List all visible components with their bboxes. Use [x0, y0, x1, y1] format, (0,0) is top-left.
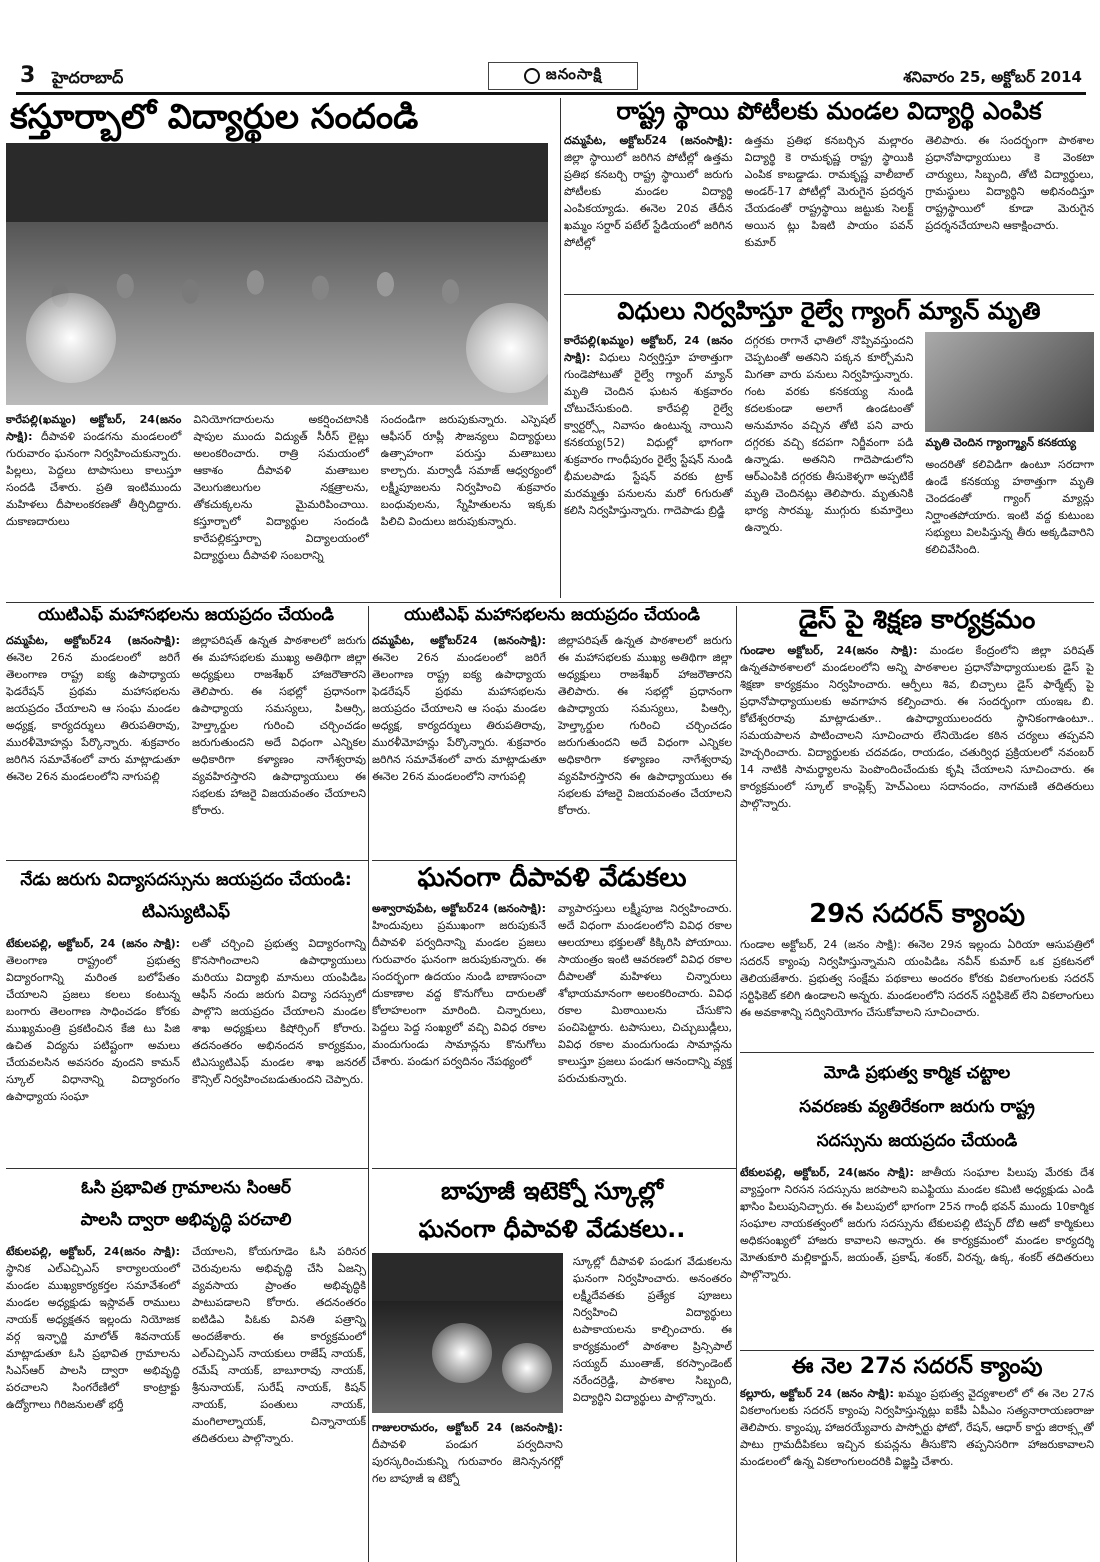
logo-text: జనంసాక్షి — [545, 65, 603, 83]
masthead — [0, 0, 1100, 96]
column-divider — [736, 606, 737, 1562]
article-kasturba — [6, 98, 556, 598]
section-divider — [740, 1350, 1094, 1351]
body: టేకులపల్లి, అక్టోబర్, 24(జనం సాక్షి): జాతీయ సంఘాల పిలుపు మేరకు దేశ వ్యాప్తంగా నిరసన సదస్సును జరపాలని ఐఎఫ్టియు మండల కమిటి అధ్యక్షుడు ఎండి ఖాసిం పిలుపునిచ్చారు. ఈ పిలుపులో భాగంగా 25న గాంధీ భవన్ ముందు 10కార్మిక సంఘాల నాయకత్వంలో జరుగు సదస్సును టేకులపల్లి టిప్పర్ దోబి ఆటో కార్మికులు అధికసంఖ్యలో హాజరు కావాలని అన్నారు. ఈ కార్యక్రమంలో మండల కార్యదర్శి మోతుకూరి మల్లికార్జున్, జయంత్, ప్రకాష్, శంకర్, విరన్న, ఉక్క, శంకర్ తదితరులు పాల్గొన్నారు. — [740, 1166, 1094, 1282]
column: సందండిగా జరుపుకున్నారు. ఎస్పెషల్ ఆఫీసర్ రూప్లీ సౌజన్యలు విద్యార్థులు ఉత్సాహంగా పరుస్తు మతాబులు కాల్చారు. మర్వాడీ సమాజ్ ఆధ్వర్యంలో లక్ష్మీపూజలను నిర్వహించి శుక్రవారం బంధువులను, స్నేహితులను ఇక్కకు పిలిచి విందులు జరుపుకున్నారు. — [380, 413, 556, 529]
body: గుండాల అక్టోబర్, 24 (జనం సాక్షి): ఈనెల 29న ఇల్లందు ఏరియా ఆసుపత్రిలో సదరన్ క్యాంపు నిర్వహిస్తున్నామని యంపిడిఒ నవీన్ కుమార్ ఒక ప్రకటనలో తెలియజేశారు. ప్రభుత్వ సంక్షేమ పథకాలు అందరం కోరకు వికలాంగులకు సదరన్ సర్టిఫికెట్ కలిగి ఉండాలని అన్నరు. మండలంలోని సదరన్ సర్టిఫికెట్ లేని వికలాంగులు ఈ అవకాశాన్ని సద్వినియోగం చేసుకోవాలని సూచించారు. — [740, 937, 1094, 1020]
column: చేయాలని, కోయగూడెం ఓసి పరిసర చెరువులను అభివృద్ధి చేసి ఏజన్సి వ్యవసాయ ప్రాంతం అభివృద్ధికి పాటుపడాలని కోరారు. తదనంతరం ఐటిడిఎ పిఓకు వినతి పత్రాన్ని అందజేశారు. ఈ కార్యక్రమంలో ఎల్ఎచ్పిఎస్ నాయకులు రాజేష్ నాయక్, రమేష్ నాయక్, బాబూరావు నాయక్, శ్రీనునాయక్, సురేష్ నాయక్, కిషన్ నాయక్, పంతులు నాయక్, మంగిలాల్నాయక్, చిన్నానాయక్ తదితరులు పాల్గొన్నారు. — [192, 1244, 366, 1446]
section-divider — [372, 860, 736, 861]
headline: కస్తూర్బాలో విద్యార్థుల సందండి — [10, 98, 419, 137]
headline-line-2: పాలసి ద్వారా అభివృద్ధి పరచాలి — [80, 1210, 292, 1231]
article-diwali — [372, 864, 732, 1164]
headline-line-3: సదస్సును జయప్రదం చేయండి — [816, 1131, 1018, 1151]
dateline: దమ్మపేట, అక్టోబర్24 (జనంసాక్షి): — [564, 133, 733, 147]
dateline: కారేపల్లి(ఖమ్మం) అక్టోబర్, 24(జనం సాక్షి): — [6, 413, 182, 444]
headline: నేడు జరుగు విద్యాసదస్సును జయప్రదం చేయండి: టిఎస్యుటిఎఫ్ — [20, 870, 352, 923]
dateline: గుండాల అక్టోబర్, 24(జనం సాక్షి): — [740, 643, 918, 657]
column: దమ్మపేట, అక్టోబర్24 (జనంసాక్షి): ఈనెల 26న మండలంలో జరిగే తెలంగాణ రాష్ట్ర ఐక్య ఉపాధ్యాయ ఫెడరేషన్ ప్రథమ మహాసభలను జయప్రదం చేయాలని ఆ సంఘ మండల అధ్యక్ష, కార్యదర్శులు తిరుపతిరావు, మురళీమోహన్లు పేర్కొన్నారు. శుక్రవారం జరిగిన సమావేశంలో వారు మాట్లాడుతూ ఈనెల 26న మండలంలోని నాగుపల్లి — [6, 633, 180, 783]
column: దమ్మపేట, అక్టోబర్24 (జనంసాక్షి): ఈనెల 26న మండలంలో జరిగే తెలంగాణ రాష్ట్ర ఐక్య ఉపాధ్యాయ ఫెడరేషన్ ప్రథమ మహాసభలను జయప్రదం చేయాలని ఆ సంఘ మండల అధ్యక్ష, కార్యదర్శులు తిరుపతిరావు, మురళీమోహన్లు పేర్కొన్నారు. శుక్రవారం జరిగిన సమావేశంలో వారు మాట్లాడుతూ ఈనెల 26న మండలంలోని నాగుపల్లి — [372, 633, 546, 783]
headline: ఈ నెల 27న సదరన్ క్యాంపు — [791, 1354, 1043, 1379]
article-photo — [372, 1253, 563, 1413]
article-sadaran-29 — [740, 900, 1094, 1050]
column: జిల్లాపరిషత్ ఉన్నత పాఠశాలలో జరుగు ఈ మహాసభలకు ముఖ్య అతిథిగా జిల్లా అధ్యక్షులు రాజశేఖర్ హాజరౌతారని తెలిపారు. ఈ సభల్లో ప్రధానంగా ఉపాధ్యాయ సమస్యలు, పిఆర్సి, హెల్త్కార్డుల గురించి చర్చించడం జరుగుతుందని అదే విధంగా ఎన్నికల అధికారిగా కళ్యాణం నాగేశ్వరావు వ్యవహిరస్తారని ఈ ఉపాధ్యాయులు ఈ సభలకు హాజరై విజయవంతం చేయాలని కోరారు. — [558, 633, 732, 818]
column: టేకులపల్లి, అక్టోబర్, 24 (జనం సాక్షి): తెలంగాణ రాష్ట్రంలో ప్రభుత్వ విద్యారంగాన్ని మరింత బలోపేతం చేయాలని ప్రజలు కలలు కంటున్న బంగారు తెలంగాణ సాధించడం కోరకు ముఖ్యమంత్రి ప్రకటించిన కేజి టు పిజి ఉచిత విద్యను పటిష్టంగా అమలు చేయవలసిన అవసరం వుందని కామన్ స్కూల్ విధానాన్ని విద్యారంగం ఉపాధ్యాయ సంఘా — [6, 936, 180, 1104]
dateline: టేకులపల్లి, అక్టోబర్, 24 (జనం సాక్షి): — [6, 936, 180, 950]
column: లతో చర్చించి ప్రభుత్వ విద్యారంగాన్ని కొనసాగించాలని ఉపాధ్యాయులు మరియు విద్యాభి మానులు యంపిడిఒ ఆఫీస్ నందు జరుగు విద్యా సదస్సులో పాల్గొని జయప్రదం చేయాలని మండల శాఖ అధ్యక్షులు కిషోర్సింగ్ కోరారు. తదనంతరం అభినందన కార్యక్రమం, టిఎస్యుటిఎఫ్ మండల శాఖ జనరల్ కౌన్సిల్ నిర్వహించబడుతుందని చెప్పారు. — [192, 936, 366, 1086]
article-ts-utf — [6, 864, 366, 1164]
column: ఉత్తమ ప్రతిభ కనబర్చిన మల్లారం విద్యార్థి కె రామకృష్ణ రాష్ట్ర స్థాయికి ఎంపిక కాబడ్డాడు. రామకృష్ణ వాలీబాల్ అండర్-17 పోటీల్లో మెరుగైన ప్రదర్శన చేయడంతో రాష్ట్రస్థాయి జట్టుకు సెలక్ట్ అయిన ట్లు పిఇటి పాయం పవన్ కుమార్ — [744, 133, 914, 249]
dateline: అశ్వారావుపేట, అక్టోబర్24 (జనంసాక్షి): — [372, 901, 546, 915]
article-photo — [925, 332, 1094, 432]
page-number: 3 — [20, 63, 36, 88]
column: అందరితో కలివిడిగా ఉంటూ సరదాగా ఉండే కనకయ్య హఠాత్తుగా మృతి చెందడంతో గ్యాంగ్ మ్యాన్లు నిర్ఘాంతపోయారు. ఇంటి వద్ద కుటుంబ సభ్యులు విలపిస్తున్న తీరు అక్కడివారిని కలిచివేసింది. — [925, 457, 1094, 556]
headline-line-2: ఘనంగా ధీపావళి వేడుకలు.. — [418, 1215, 686, 1244]
headline: డైస్ పై శిక్షణ కార్యక్రమం — [798, 606, 1036, 635]
column-divider — [560, 98, 561, 598]
dateline: కల్లూరు, అక్టోబర్ 24 (జనం సాక్షి): — [740, 1387, 894, 1401]
dateline: దమ్మపేట, అక్టోబర్24 (జనంసాక్షి): — [372, 633, 546, 647]
headline-line-1: ఓసి ప్రభావిత గ్రామాలను సింఆర్ — [81, 1178, 291, 1198]
headline: యుటిఎఫ్ మహాసభలను జయప్రదం చేయండి — [38, 606, 334, 625]
column: జిల్లాపరిషత్ ఉన్నత పాఠశాలలో జరుగు ఈ మహాసభలకు ముఖ్య అతిథిగా జిల్లా అధ్యక్షులు రాజశేఖర్ హాజరౌతారని తెలిపారు. ఈ సభల్లో ప్రధానంగా ఉపాధ్యాయ సమస్యలు, పిఆర్సి, హెల్త్కార్డుల గురించి చర్చించడం జరుగుతుందని అదే విధంగా ఎన్నికల అధికారిగా కళ్యాణం నాగేశ్వరావు వ్యవహిరస్తారని ఉపాధ్యాయులు ఈ సభలకు హాజరై విజయవంతం చేయాలని కోరారు. — [192, 633, 366, 818]
headline: విధులు నిర్వహిస్తూ రైల్వే గ్యాంగ్ మ్యాన్ మృతి — [617, 298, 1041, 325]
dateline: దమ్మపేట, అక్టోబర్24 (జనంసాక్షి): — [6, 633, 180, 647]
column: అశ్వారావుపేట, అక్టోబర్24 (జనంసాక్షి): హిందువులు ప్రముఖంగా జరుపుకునే దీపావళి పర్వదినాన్ని మండల ప్రజలు గురువారం ఘనంగా జరుపుకున్నారు. ఈ సందర్భంగా ఉదయం నుండి బాణాసంచా దుకాణాల వద్ద కొనుగోలు దారులతో కోలాహలంగా మారింది. చిన్నారులు, పెద్దలు పెద్ద సంఖ్యలో వచ్చి వివిధ రకాల మందుగుండు సామాన్లను కొనుగోలు చేశారు. పండుగ పర్వదినం నేపథ్యంలో — [372, 901, 546, 1069]
headline-line-1: బాపూజీ ఇటెక్నో స్కూల్లో — [440, 1177, 663, 1205]
section-divider — [6, 602, 1094, 603]
headline: యుటిఎఫ్ మహాసభలను జయప్రదం చేయండి — [404, 606, 700, 625]
article-dies — [740, 606, 1094, 886]
body: గుండాల అక్టోబర్, 24(జనం సాక్షి): మండల కేంద్రంలోని జిల్లా పరిషత్ ఉన్నతపాఠశాలలో మండలంలోని అన్ని పాఠశాలల ప్రధానోపాధ్యాయులకు డైస్ పై శిక్షణా కార్యక్రమం నిర్వహించారు. ఆర్పీలు శివ, బిచ్చాలు డైస్ ఫార్మేట్స్ పై ప్రధానోపాధ్యాయులకు అవగాహన కల్పించారు. ఈ సందర్భంగా యంఇఒ బి. కోటేశ్వరరావు మాట్లాడుతూ.. ఉపాధ్యాయులందరు స్థానికంగాఉంటూ.. సమయపాలన పాటించాలని సూచించారు లేనియెడల కఠిన చర్యలు తప్పవని హెచ్చరించారు. విద్యార్థులకు చదవడం, రాయడం, చతుర్విధ ప్రక్రియలలో నవంబర్ 14 నాటికి సామర్థ్యాలను పెంపొందించేందుకు కృషి చేయాలని సూచించారు. ఈ కార్యక్రమంలో స్కూల్ కాంప్లెక్స్ హెచ్ఎంలు సదానందం, నాగమణి తదితరులు పాల్గొన్నారు. — [740, 643, 1094, 811]
article-osi — [6, 1172, 366, 1560]
logo-emblem-icon — [524, 68, 540, 84]
column: వినియోగదారులను అకర్షించటానికి షాపుల ముందు విద్యుత్ సీరీస్ లైట్లు అలంకరించారు. రాత్రి సమయంలో ఆకాశం దీపావళి మతాబుల వెలుగుజిలుగుల నక్షత్రాలను, తోకచుక్కలను మైమరిపించాయి. కస్తూర్బాలో విద్యార్థుల సందండి కారేపల్లికస్తూర్బా విద్యాలయంలో విద్యార్థులు దీపావళి సంబరాన్ని — [193, 413, 369, 563]
photo-caption: మృతి చెందిన గ్యాంగ్మ్యాన్ కనకయ్య — [925, 435, 1077, 449]
dateline: గాజులరామరం, అక్టోబర్ 24 (జనంసాక్షి): — [372, 1420, 563, 1434]
article-modi — [740, 1056, 1094, 1346]
headline: ఘనంగా దీపావళి వేడుకలు — [417, 864, 687, 893]
dateline: టేకులపల్లి, అక్టోబర్, 24(జనం సాక్షి): — [740, 1166, 914, 1179]
issue-date: శనివారం 25, అక్టోబర్ 2014 — [903, 68, 1082, 86]
article-bapuji — [372, 1172, 732, 1560]
article-railway — [564, 298, 1094, 598]
body: కల్లూరు, అక్టోబర్ 24 (జనం సాక్షి): ఖమ్మం ప్రభుత్వ వైద్యశాలలో లో ఈ నెల 27న వికలాంగులకు సదరన్ క్యాంపు నిర్వహిస్తున్నట్లు ఐకేపీ ఏపీఎం సత్యనారాయణరాజు తెలిపారు. క్యాంప్కు హాజరయ్యేవారు పాస్పోర్టు ఫోటో, రేషన్, ఆధార్ కార్డు జిరాక్స్లతో పాటు గ్రామదీపికలు ఇచ్చిన కుపన్లను తీసుకొని తప్పనిసరిగా హాజరుకావాలని మండలంలో ఉన్న వికలాంగులందరికి విజ్ఞప్తి చేశారు. — [740, 1387, 1094, 1469]
section-divider — [564, 294, 1094, 295]
column: వ్యాపారస్తులు లక్ష్మీపూజ నిర్వహించారు. అదే విధంగా మండలంలోని వివిధ రకాల ఆలయాలు భక్తులతో కిక్కిరిసి పోయాయి. సాయంత్రం ఇంటి ఆవరణలో వివిధ రకాల దీపాలతో మహిళలు చిన్నారులు శోభాయమానంగా అలంకరించారు. వివిధ రకాల మిఠాయిలను చేసుకొని పంచిపెట్టారు. టపాసులు, చిచ్చుబుడ్లీలు, వివిధ రకాల మందుగుండు సామాన్లను కాలుస్తూ ప్రజలు పండుగ ఆనందాన్ని వ్యక్త పరుచుకున్నారు. — [558, 901, 732, 1086]
city-label: హైదరాబాద్ — [52, 68, 124, 87]
headline: 29న సదరన్ క్యాంపు — [809, 900, 1025, 929]
section-divider — [372, 1168, 736, 1169]
section-divider — [6, 1168, 368, 1169]
column-divider — [368, 606, 369, 1562]
column: తెలిపారు. ఈ సందర్భంగా పాఠశాల ప్రధానోపాధ్యాయులు కె వెంకటా చార్యులు, సిబ్బంది, తోటి విద్యార్థులు, గ్రామస్థులు విద్యార్థిని అభినందిస్తూ రాష్ట్రస్థాయిలో కూడా మెరుగైన ప్రదర్శనచేయాలని ఆకాక్షించారు. — [925, 133, 1094, 232]
article-photo — [6, 143, 548, 405]
column: కారేపల్లి(ఖమ్మం) అక్టోబర్, 24 (జనం సాక్షి): విధులు నిర్వర్తిస్తూ హఠాత్తుగా గుండెపోటుతో రైల్వే గ్యాంగ్ మ్యాన్ మృతి చెందిన ఘటన శుక్రవారం చోటుచేసుకుంది. కారేపల్లి రైల్వే క్వార్టర్స్లో నివాసం ఉంటున్న నాయిని కనకయ్య(52) విధుల్లో భాగంగా శుక్రవారం గాంధీపురం రైల్వే స్టేషన్ నుండి భీమలపాడు స్టేషన్ వరకు ట్రాక్ మరమ్మత్తు పనులను మరో 6గురుతో కలిసి నిర్వహిస్తున్నారు. గాదెపాడు బ్రిడ్జి — [564, 333, 733, 518]
column: కారేపల్లి(ఖమ్మం) అక్టోబర్, 24(జనం సాక్షి): దీపావళి పండగను మండలంలో గురువారం ఘనంగా నిర్వహించుకున్నారు. పిల్లలు, పెద్దలు టాపాసులు కాలుస్తూ సందడి చేశారు. ప్రతి ఇంటిముందు మహిళలు దీపాలంకరణతో తీర్చిదిద్దారు. దుకాణదారులు — [6, 413, 182, 529]
article-sadaran-27 — [740, 1354, 1094, 1560]
column: స్కూల్లో దీపావళి పండుగ వేడుకలను ఘనంగా నిర్వహించారు. అనంతరం లక్ష్మీదేవతకు ప్రత్యేక పూజలు నిర్వహించి విద్యార్థులు టపాకాయలను కాల్చించారు. ఈ కార్యక్రమంలో పాఠశాల ప్రిన్సిపాల్ సయ్యద్ ముంతాజ్, కరస్పాండెంట్ నరేందర్రెడ్డి, పాఠశాల సిబ్బంది, విద్యార్థిని విద్యార్థులు పాల్గొన్నారు. — [572, 1254, 732, 1405]
dateline: కారేపల్లి(ఖమ్మం) అక్టోబర్, 24 (జనం సాక్షి): — [564, 333, 733, 364]
lead: గాజులరామరం, అక్టోబర్ 24 (జనంసాక్షి): దీపావళి పండుగ పర్వదినాని పురస్కరించుకున్ని గురువారం జెనిన్సనగర్లో గల బాపూజీ ఇ టెక్నో — [372, 1420, 563, 1485]
headline-line-2: సవరణకు వ్యతిరేకంగా జరుగు రాష్ట్ర — [799, 1097, 1035, 1117]
section-divider — [740, 1052, 1094, 1053]
dateline: టేకులపల్లి, అక్టోబర్, 24(జనం సాక్షి): — [6, 1244, 180, 1258]
column: దగ్గరకు రాగానే ఛాతిలో నొప్పివస్తుందని చెప్పటంతో అతనిని పక్కన కూర్చోమని మిగతా వారు పనులు నిర్వహిస్తున్నారు. గంట వరకు కనకయ్య నుండి కదలకుండా అలాగే ఉండటంతో అనుమానం వచ్చిన తోటి పని వారు దగ్గరకు వచ్చి కదపగా నిర్జీవంగా పడి ఉన్నాడు. అతనిని గాదెపాడులోని ఆర్ఎంపికి దగ్గరకు తీసుకెళ్ళగా అప్పటికే మృతి చెందినట్లు తెలిపారు. మృతునికి భార్య సారమ్మ, ముగ్గురు కుమార్తెలు ఉన్నారు. — [744, 333, 914, 535]
headline-line-1: మోడి ప్రభుత్వ కార్మిక చట్టాల — [823, 1063, 1011, 1083]
article-utf-mid — [372, 606, 732, 858]
headline: రాష్ట్ర స్థాయి పోటీలకు మండల విద్యార్థి ఎంపిక — [616, 98, 1042, 125]
newspaper-logo — [488, 62, 638, 90]
column: దమ్మపేట, అక్టోబర్24 (జనంసాక్షి): జిల్లా స్థాయిలో జరిగిన పోటీల్లో ఉత్తమ ప్రతిభ కనబర్చి రాష్ట్ర స్థాయిలో జరుగు పోటీలకు మండల విద్యార్థి ఎంపికయ్యాడు. ఈనెల 20వ తేదీన ఖమ్మం సర్దార్ పటేల్ స్టేడియంలో జరిగిన పోటీల్లో — [564, 133, 733, 249]
column: టేకులపల్లి, అక్టోబర్, 24(జనం సాక్షి): స్థానిక ఎల్ఎచ్పిఎస్ కార్యాలయంలో మండల ముఖ్యకార్యకర్తల సమావేశంలో మండల అధ్యక్షుడు ఇస్లావత్ రాములు నాయక్ అధ్యక్షతన ఇల్లందు నియోజక వర్గ ఇన్ఛార్జి మాలోత్ శివనాయక్ మాట్లాడుతూ ఓసి ప్రభావిత గ్రామాలను సిఎస్ఆర్ పాలసి ద్వారా అభివృద్ధి పరచాలని సింగరేణిలో కాంట్రాక్టు ఉద్యోగాలు గిరిజనులతో భర్తీ — [6, 1244, 180, 1412]
section-divider — [6, 860, 368, 861]
masthead-rule — [16, 92, 1086, 95]
article-utf-left — [6, 606, 366, 858]
